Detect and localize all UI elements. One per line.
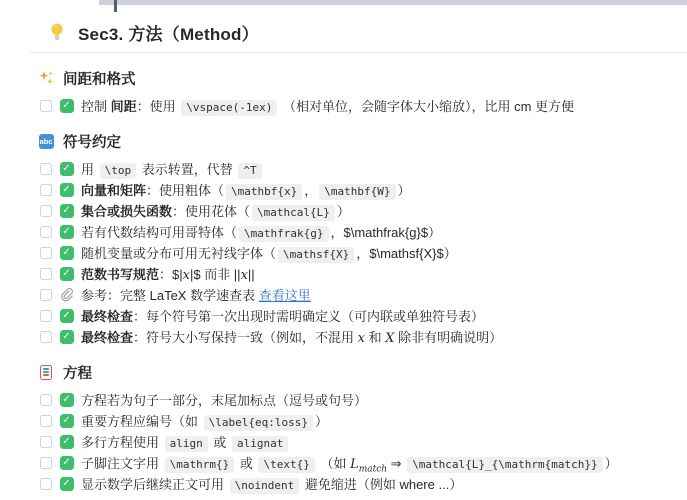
checkbox[interactable] — [40, 289, 52, 301]
check-icon: ✓ — [59, 224, 74, 239]
text-segment: ：使用花体（ — [172, 204, 251, 219]
check-icon: ✓ — [59, 161, 74, 176]
text-segment: ：符号大小写保持一致（例如，不混用 — [133, 330, 358, 345]
text-segment: 表示转置，代替 — [138, 162, 237, 177]
check-icon: ✓ — [59, 455, 74, 470]
bold-text: 最终检查 — [81, 330, 134, 345]
checkbox[interactable] — [40, 163, 52, 175]
math-symbol: L — [350, 457, 359, 472]
check-icon: ✓ — [59, 392, 74, 407]
checklist-item[interactable] — [40, 179, 671, 200]
inline-code: \mathbf{W} — [319, 184, 395, 200]
checklist-item[interactable] — [40, 242, 671, 263]
inline-code: align — [165, 436, 208, 452]
checkbox[interactable] — [40, 415, 52, 427]
text-segment: ） — [397, 183, 411, 198]
text-segment: 或 — [236, 456, 257, 471]
text-segment: ：使用 — [136, 99, 180, 114]
checkbox[interactable] — [40, 331, 52, 343]
checklist-item[interactable] — [40, 389, 671, 410]
checkbox[interactable] — [40, 478, 52, 490]
checkbox[interactable] — [40, 436, 52, 448]
sections-container — [38, 68, 671, 494]
check-icon: ✓ — [59, 266, 74, 281]
math-symbol: x — [357, 331, 365, 346]
checklist — [38, 158, 671, 347]
inline-code: \mathbf{x} — [226, 184, 302, 200]
item-text — [81, 159, 264, 178]
checklist-item[interactable] — [40, 95, 671, 116]
checklist — [38, 389, 671, 494]
inline-code: \top — [100, 163, 137, 179]
item-text — [81, 264, 255, 283]
bold-text: 最终检查 — [81, 309, 134, 324]
bold-text: 向量和矩阵 — [81, 183, 147, 198]
checkbox[interactable] — [40, 100, 52, 112]
text-segment: 方程若为句子一部分，末尾加标点（逗号或句号） — [81, 393, 368, 408]
section — [38, 362, 671, 494]
inline-code: \mathsf{X} — [278, 247, 354, 263]
checklist-item[interactable] — [40, 431, 671, 452]
text-segment: 参考：完整 LaTeX 数学速查表 — [81, 288, 259, 303]
text-segment: 避免缩进（例如 where ...） — [301, 477, 463, 492]
check-icon: ✓ — [59, 98, 74, 113]
item-text — [81, 96, 574, 115]
text-segment: 重要方程应编号（如 — [81, 414, 202, 429]
text-segment: ， — [304, 183, 318, 198]
text-segment: （如 — [316, 456, 351, 471]
item-text — [81, 222, 441, 241]
item-text — [81, 201, 350, 220]
check-icon: ✓ — [59, 434, 74, 449]
section — [38, 131, 671, 347]
inline-code: \mathfrak{g} — [239, 226, 328, 242]
math-symbol: X — [385, 331, 395, 346]
inline-code: \mathcal{L} — [252, 205, 335, 221]
check-icon: ✓ — [59, 182, 74, 197]
text-segment: 若有代数结构可用哥特体（ — [81, 225, 238, 240]
check-icon: ✓ — [59, 245, 74, 260]
check-icon: ✓ — [59, 308, 74, 323]
text-segment: |$ 而非 || — [189, 267, 241, 282]
section — [38, 68, 671, 116]
text-segment: 用 — [81, 162, 98, 177]
checklist-item[interactable] — [40, 263, 671, 284]
checkbox[interactable] — [40, 310, 52, 322]
inline-code: alignat — [232, 436, 288, 452]
checklist-item[interactable] — [40, 326, 671, 347]
checkbox[interactable] — [40, 184, 52, 196]
ledger-icon — [38, 364, 54, 380]
checklist-item[interactable] — [40, 221, 671, 242]
checklist-item[interactable] — [40, 158, 671, 179]
checklist — [38, 95, 671, 116]
page-title-row — [47, 0, 671, 43]
inline-code: \text{} — [258, 457, 314, 473]
checkbox[interactable] — [40, 226, 52, 238]
inline-code: \vspace(-1ex) — [181, 100, 277, 116]
item-text — [81, 285, 311, 304]
checkbox[interactable] — [40, 457, 52, 469]
check-icon: ✓ — [59, 476, 74, 491]
scroll-indicator — [114, 0, 117, 12]
inline-code: \label{eq:loss} — [204, 415, 313, 431]
checklist-item[interactable] — [40, 473, 671, 494]
text-segment: 显示数学后继续正文可用 — [81, 477, 228, 492]
text-segment: 随机变量或分布可用无衬线字体（ — [81, 246, 277, 261]
section-title[interactable]: 符号约定 — [63, 134, 121, 151]
math-symbol: x — [182, 268, 190, 283]
inline-code: \mathcal{L}_{\mathrm{match}} — [407, 457, 602, 473]
text-segment: ：$| — [159, 267, 183, 282]
text-segment: ） — [314, 414, 328, 429]
section-header — [38, 362, 671, 382]
bold-text: 范数书写规范 — [81, 267, 160, 282]
page-title[interactable]: Sec3. 方法（Method） — [78, 24, 259, 44]
item-text — [81, 432, 290, 451]
item-text — [81, 243, 457, 262]
checkbox[interactable] — [40, 205, 52, 217]
text-segment: 或 — [209, 435, 230, 450]
check-icon: ✓ — [59, 329, 74, 344]
item-text — [81, 327, 502, 346]
text-segment: 除非有明确说明） — [394, 330, 503, 345]
item-text — [81, 474, 462, 493]
bold-text: 集合或损失函数 — [81, 204, 173, 219]
inline-code: \mathrm{} — [165, 457, 235, 473]
item-text — [81, 306, 484, 325]
sparkles-icon — [38, 70, 54, 86]
text-segment: 子脚注文字用 — [81, 456, 163, 471]
title-divider — [30, 52, 687, 53]
checklist-item[interactable] — [40, 200, 671, 221]
top-border-strip — [99, 0, 687, 5]
checklist-item[interactable] — [40, 284, 671, 305]
text-segment: ，$\mathsf{X}$） — [356, 246, 457, 261]
inline-code: \noindent — [230, 478, 300, 494]
check-icon: ✓ — [59, 203, 74, 218]
see-here-link[interactable]: 查看这里 — [258, 288, 311, 303]
item-text — [81, 180, 411, 199]
section-header — [38, 131, 671, 151]
checkbox[interactable] — [40, 394, 52, 406]
text-segment: ） — [336, 204, 350, 219]
inline-code: ^T — [238, 163, 261, 179]
checklist-item[interactable] — [40, 452, 671, 473]
check-icon: ✓ — [59, 413, 74, 428]
text-segment: （相对单位，会随字体大小缩放），比用 cm 更方便 — [279, 99, 575, 114]
bold-text: 间距 — [110, 99, 137, 114]
lightbulb-icon — [47, 22, 67, 42]
math-symbol: x — [240, 268, 248, 283]
abc-icon: abc — [38, 133, 54, 149]
item-text — [81, 390, 367, 409]
paperclip-icon — [59, 287, 74, 302]
math-subscript: match — [358, 464, 388, 475]
item-text — [81, 453, 618, 475]
section-title[interactable]: 间距和格式 — [63, 71, 136, 88]
text-segment: || — [247, 267, 255, 282]
checkbox[interactable] — [40, 247, 52, 259]
text-segment: ：每个符号第一次出现时需明确定义（可内联或单独符号表） — [133, 309, 485, 324]
text-segment: 控制 — [81, 99, 111, 114]
text-segment: 和 — [364, 330, 386, 345]
section-header — [38, 68, 671, 88]
checkbox[interactable] — [40, 268, 52, 280]
text-segment: ） — [604, 456, 618, 471]
section-title[interactable]: 方程 — [63, 365, 92, 382]
checklist-item[interactable] — [40, 305, 671, 326]
item-text — [81, 411, 328, 430]
text-segment: ：使用粗体（ — [146, 183, 225, 198]
text-segment: ，$\mathfrak{g}$） — [330, 225, 442, 240]
checklist-item[interactable] — [40, 410, 671, 431]
text-segment: ⇒ — [387, 456, 406, 471]
text-segment: 多行方程使用 — [81, 435, 163, 450]
